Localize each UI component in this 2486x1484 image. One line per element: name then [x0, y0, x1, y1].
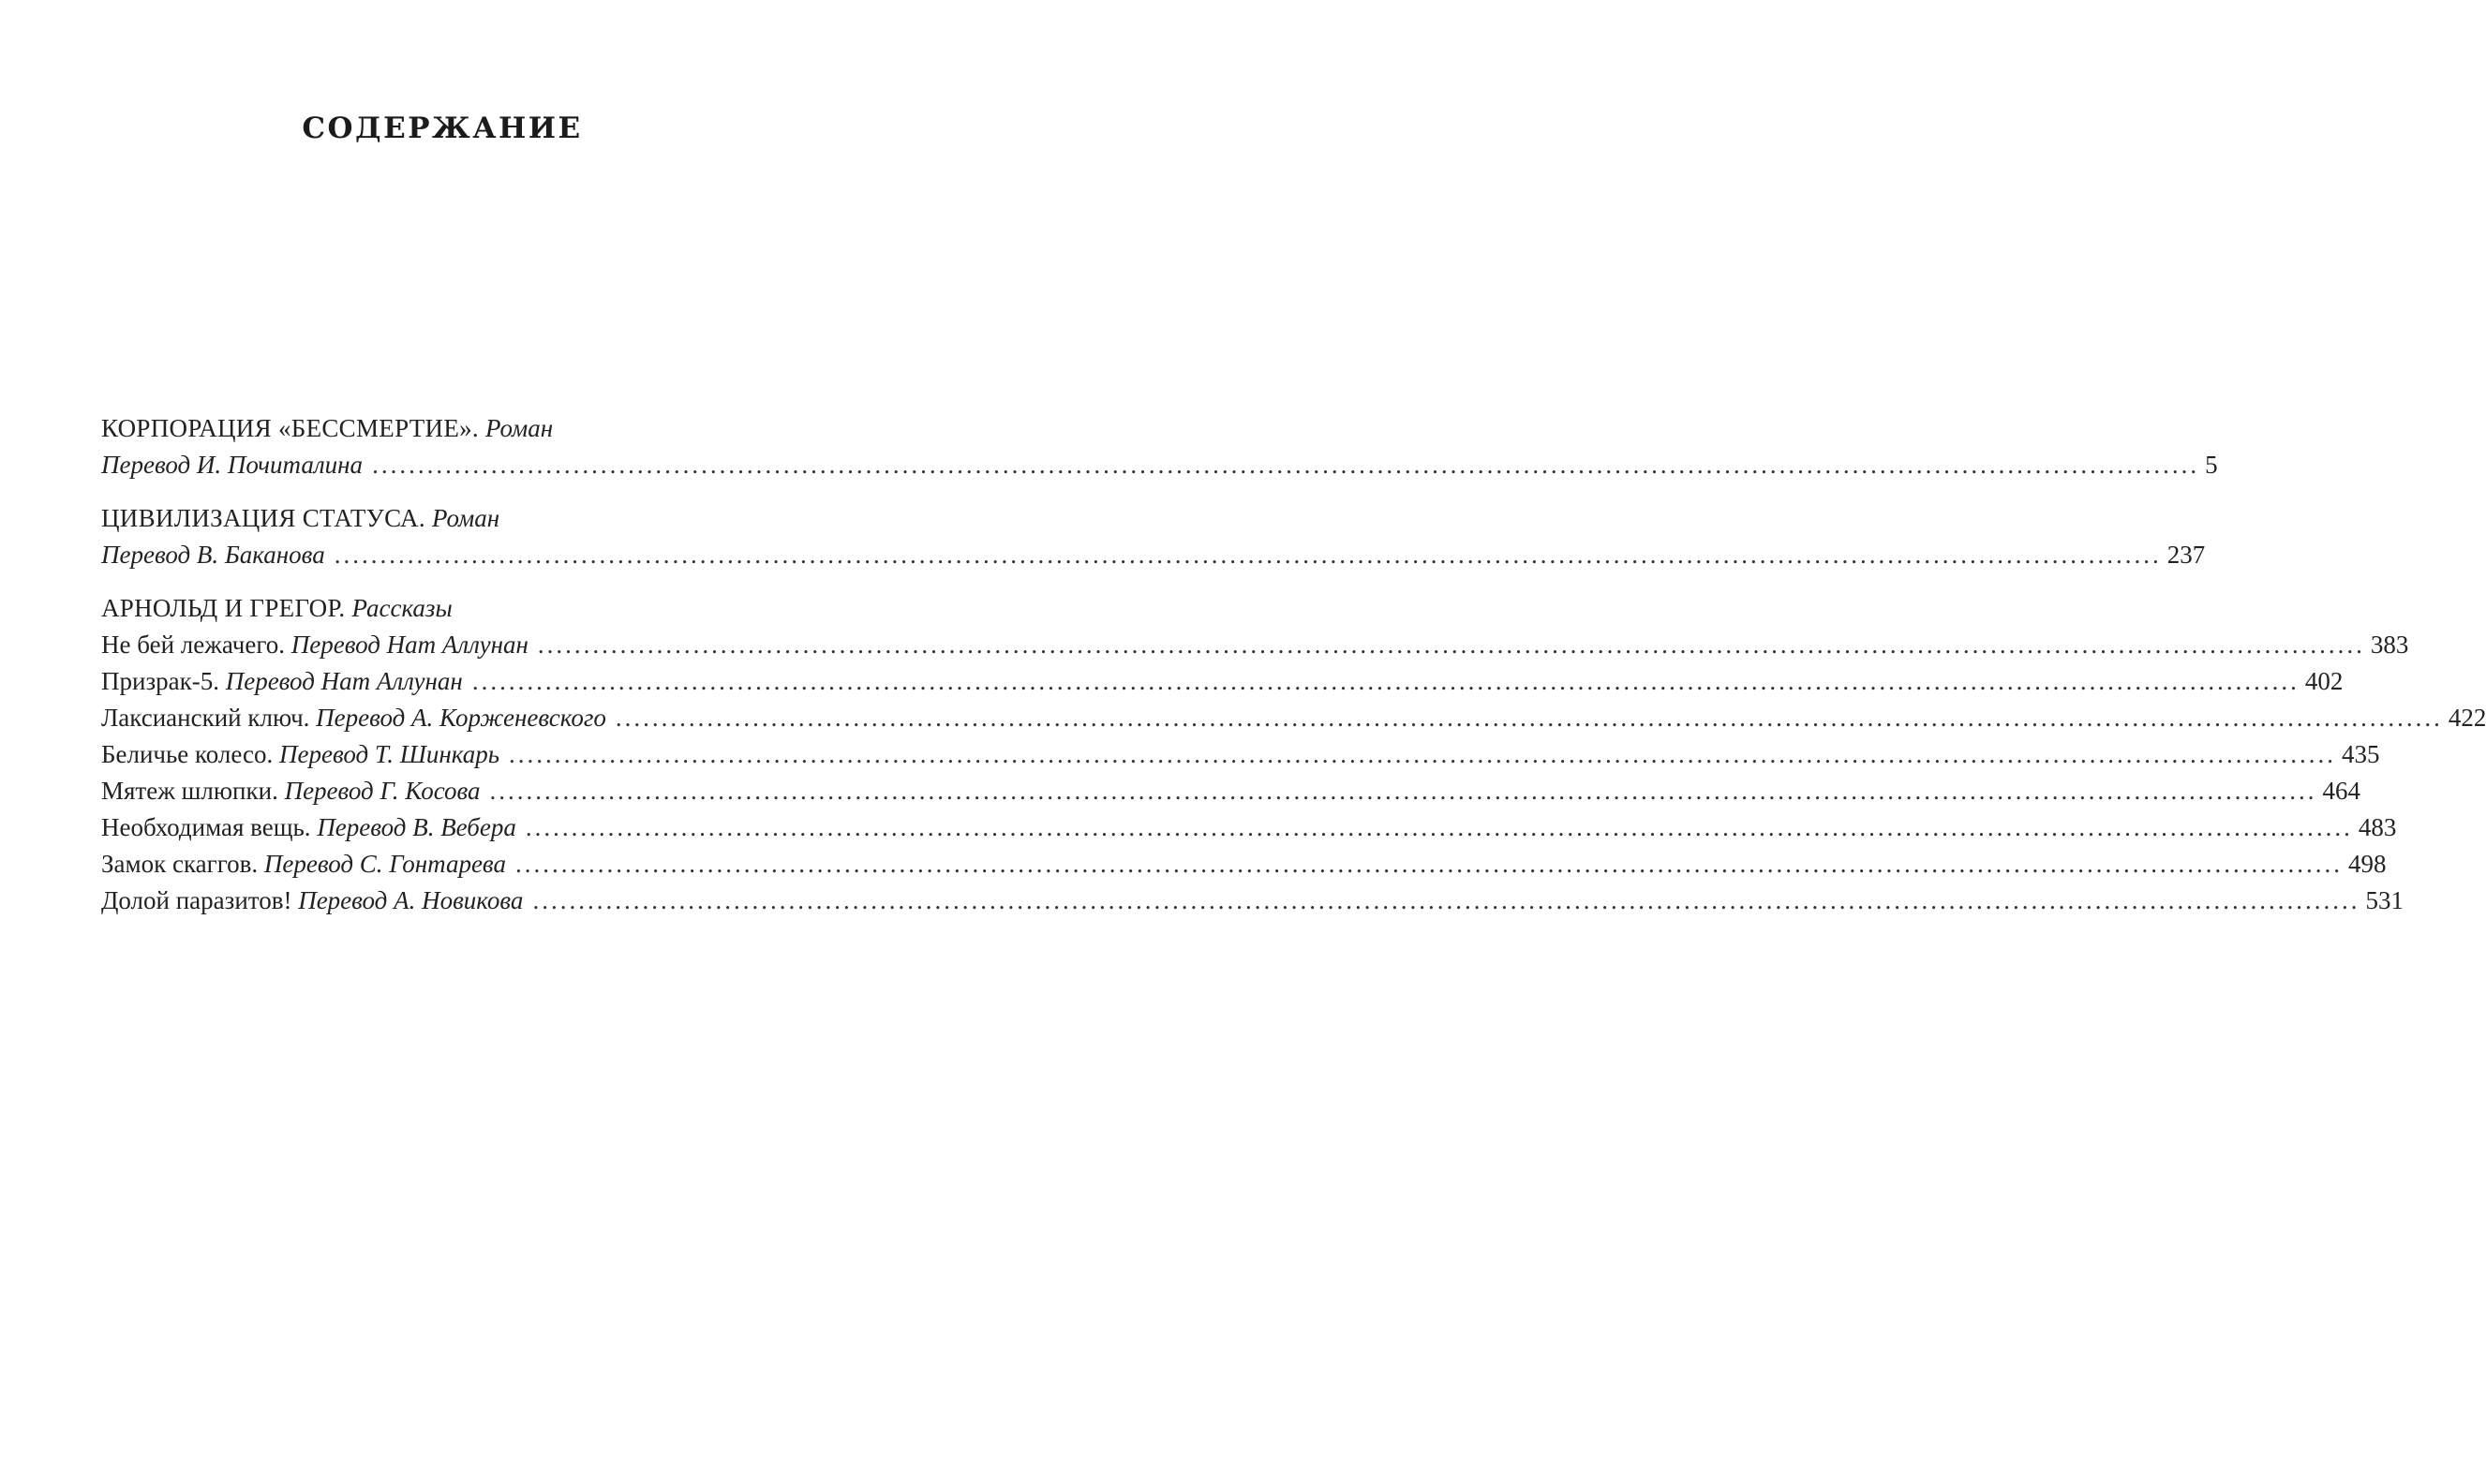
- section-kind: Рассказы: [351, 594, 453, 622]
- story-title: Призрак-5.: [101, 667, 219, 695]
- section-heading-status-civilization: [101, 500, 781, 537]
- toc-entry[interactable]: [101, 663, 2344, 700]
- page-number: 383: [2370, 631, 2409, 659]
- section-heading-immortality-inc: [101, 410, 781, 447]
- translator-credit: Перевод В. Баканова: [101, 541, 325, 569]
- section-title: КОРПОРАЦИЯ «БЕССМЕРТИЕ».: [101, 414, 479, 442]
- toc-entry[interactable]: [101, 447, 2218, 483]
- toc-entry[interactable]: [101, 809, 2397, 846]
- story-title: Не бей лежачего.: [101, 631, 286, 659]
- translator-credit: Перевод Нат Аллунан: [290, 631, 528, 659]
- dot-leader: ........................................................................................................................................................................................................: [615, 704, 2443, 732]
- translator-credit: Перевод Т. Шинкарь: [279, 740, 500, 768]
- translator-credit: Перевод Г. Косова: [284, 777, 481, 805]
- translator-credit: Перевод С. Гонтарева: [263, 850, 506, 878]
- translator-credit: Перевод А. Новикова: [298, 886, 524, 914]
- translator-credit: Перевод В. Вебера: [317, 813, 516, 841]
- dot-leader: ........................................................................................................................................................................................................: [509, 740, 2337, 768]
- story-title: Необходимая вещь.: [101, 813, 311, 841]
- dot-leader: ........................................................................................................................................................................................................: [372, 451, 2200, 479]
- story-title: Замок скаггов.: [101, 850, 259, 878]
- section-kind: Роман: [431, 504, 500, 532]
- toc-entry[interactable]: [101, 736, 2380, 773]
- dot-leader: ........................................................................................................................................................................................................: [532, 886, 2360, 914]
- toc-entry[interactable]: [101, 627, 2409, 663]
- story-title: Беличье колесо.: [101, 740, 274, 768]
- page-number: 5: [2205, 451, 2218, 479]
- page-number: 483: [2358, 813, 2397, 841]
- translator-credit: Перевод Нат Аллунан: [225, 667, 463, 695]
- section-title: АРНОЛЬД И ГРЕГОР.: [101, 594, 346, 622]
- page-number: 464: [2322, 777, 2361, 805]
- toc-entry[interactable]: [101, 846, 2387, 883]
- dot-leader: ........................................................................................................................................................................................................: [471, 667, 2300, 695]
- story-title: Мятеж шлюпки.: [101, 777, 278, 805]
- dot-leader: ........................................................................................................................................................................................................: [537, 631, 2365, 659]
- section-heading-arnold-and-gregor: [101, 590, 781, 627]
- page-number: 237: [2166, 541, 2206, 569]
- dot-leader: ........................................................................................................................................................................................................: [514, 850, 2343, 878]
- dot-leader: ........................................................................................................................................................................................................: [525, 813, 2353, 841]
- translator-credit: Перевод А. Корженевского: [316, 704, 606, 732]
- dot-leader: ........................................................................................................................................................................................................: [489, 777, 2317, 805]
- page-number: 402: [2304, 667, 2344, 695]
- page-number: 498: [2347, 850, 2387, 878]
- toc-entry[interactable]: [101, 883, 2404, 919]
- toc-entry[interactable]: [101, 537, 2206, 573]
- toc-entry[interactable]: [101, 700, 2486, 736]
- toc-entry[interactable]: [101, 773, 2361, 809]
- page-number: 435: [2342, 740, 2380, 768]
- section-title: ЦИВИЛИЗАЦИЯ СТАТУСА.: [101, 504, 425, 532]
- section-kind: Роман: [485, 414, 554, 442]
- page-title: СОДЕРЖАНИЕ: [302, 111, 583, 145]
- story-title: Долой паразитов!: [101, 886, 292, 914]
- translator-credit: Перевод И. Почиталина: [101, 451, 364, 479]
- table-of-contents: [101, 410, 2486, 919]
- dot-leader: ........................................................................................................................................................................................................: [334, 541, 2162, 569]
- story-title: Лаксианский ключ.: [101, 704, 310, 732]
- page-number: 422: [2448, 704, 2486, 732]
- page-number: 531: [2365, 886, 2404, 914]
